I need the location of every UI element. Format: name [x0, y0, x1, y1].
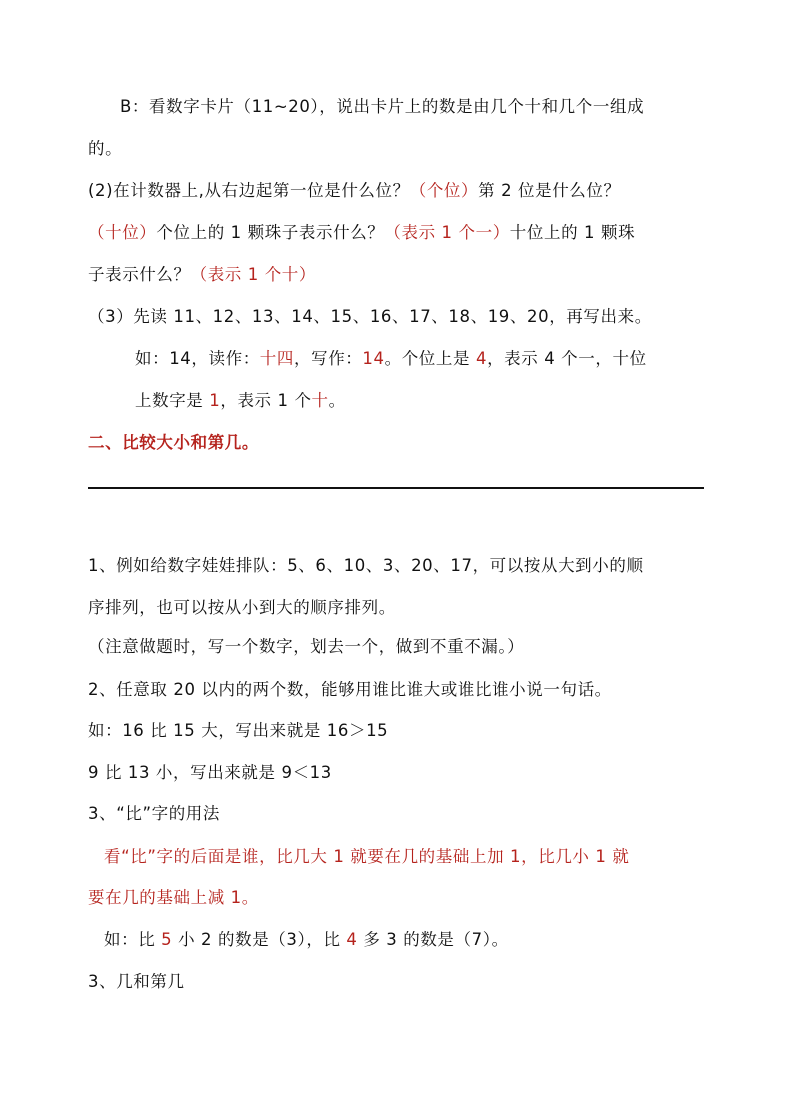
q2-text: 个位上的 1 颗珠子表示什么？: [156, 223, 385, 242]
p4-heading: 3、几和第几: [88, 972, 185, 991]
q2-line3: [88, 264, 708, 286]
p1-line2: 序排列，也可以按从小到大的顺序排列。: [88, 598, 396, 617]
q3-example-line2: [135, 390, 755, 412]
q2-line2: [88, 222, 708, 244]
example-number-5: 5: [161, 930, 173, 949]
example-number-4: 4: [346, 930, 358, 949]
p2-example-a: 如：16 比 15 大，写出来就是 16＞15: [88, 721, 389, 740]
example-text: 如：14，读作：: [135, 349, 260, 368]
q2-text: (2)在计数器上,从右边起第一位是什么位？: [88, 181, 410, 200]
q2-line1: [88, 180, 708, 202]
answer-ones-place: （个位）: [409, 181, 479, 200]
example-read: 十四: [259, 349, 294, 368]
q2-text: 十位上的 1 颗珠: [509, 223, 636, 242]
p2-line: 2、任意取 20 以内的两个数，能够用谁比谁大或谁比谁小说一句话。: [88, 680, 612, 699]
example-text: 上数字是: [135, 391, 210, 410]
example-ones-digit: 4: [475, 349, 488, 368]
example-tens-digit: 1: [209, 391, 221, 410]
q2-text: 第 2 位是什么位？: [478, 181, 621, 200]
section-heading-2: 二、比较大小和第几。: [88, 433, 259, 452]
example-text: ，写作：: [294, 349, 363, 368]
section-b-line1: B：看数字卡片（11~20），说出卡片上的数是由几个十和几个一组成: [120, 97, 645, 116]
example-text: 如：比: [104, 930, 162, 949]
example-text: ，表示 4 个一，十位: [487, 349, 647, 368]
example-text: 多 3 的数是（7）。: [357, 930, 509, 949]
q3-example-line1: [135, 348, 755, 370]
p3-heading: 3、“比”字的用法: [88, 804, 220, 823]
bi-rule-line1: 看“比”字的后面是谁，比几大 1 就要在几的基础上加 1，比几小 1 就: [104, 847, 630, 866]
bi-rule-line2: 要在几的基础上减 1。: [88, 888, 259, 907]
q2-text: 子表示什么？: [88, 265, 191, 284]
example-text: 。个位上是: [384, 349, 476, 368]
example-text: 。: [328, 391, 346, 410]
answer-one-ten: （表示 1 个十）: [190, 265, 316, 284]
example-ten-char: 十: [311, 391, 329, 410]
answer-one-unit: （表示 1 个一）: [384, 223, 510, 242]
p3-example: [104, 929, 724, 951]
divider: [88, 487, 704, 489]
p1-note: （注意做题时，写一个数字，划去一个，做到不重不漏。）: [88, 637, 525, 656]
p1-line1: 1、例如给数字娃娃排队：5、6、10、3、20、17，可以按从大到小的顺: [88, 556, 644, 575]
q3-line: （3）先读 11、12、13、14、15、16、17、18、19、20，再写出来。: [88, 307, 652, 326]
answer-tens-place: （十位）: [88, 223, 157, 242]
section-b-line2: 的。: [88, 139, 123, 158]
example-text: ，表示 1 个: [220, 391, 312, 410]
p2-example-b: 9 比 13 小，写出来就是 9＜13: [88, 763, 332, 782]
example-write: 14: [362, 349, 385, 368]
example-text: 小 2 的数是（3），比: [172, 930, 347, 949]
